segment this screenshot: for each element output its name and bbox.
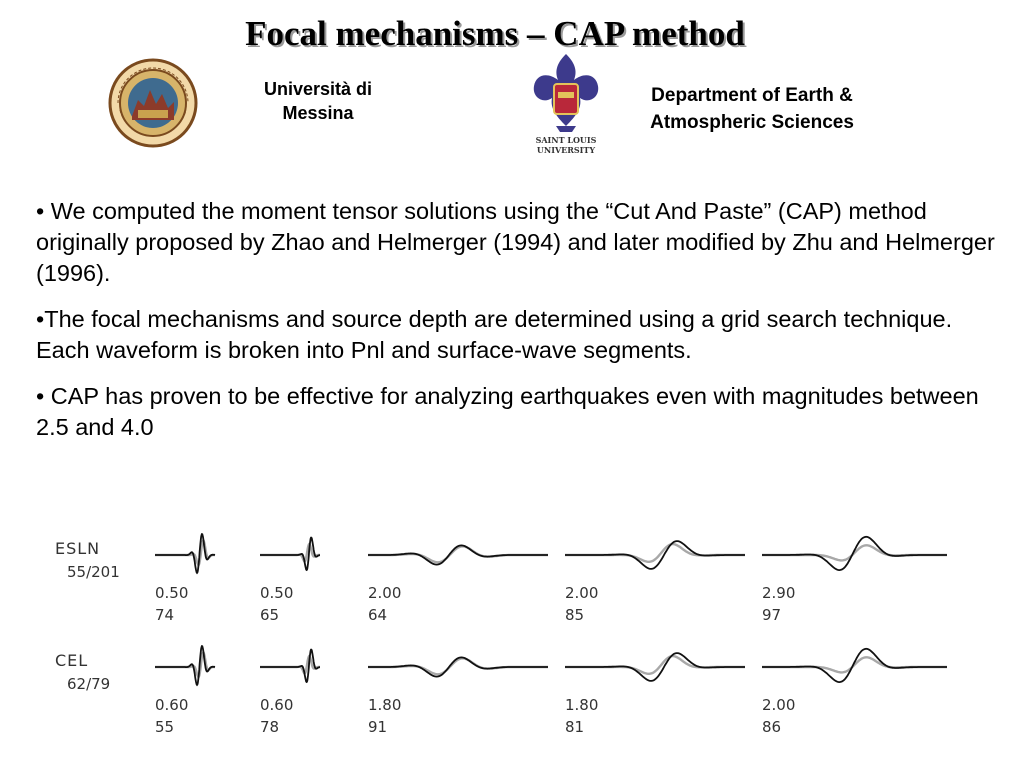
- time-shift-label: 0.50: [260, 584, 294, 602]
- station-azimuth-distance: 55/201: [67, 563, 120, 581]
- bullet-item: • We computed the moment tensor solutions using the “Cut And Paste” (CAP) method originally proposed by Zhao and Helmerger (1994) and later modified by Zhu and Helmerger (1996).: [36, 198, 995, 286]
- time-shift-label: 1.80: [368, 696, 402, 714]
- correlation-label: 78: [260, 718, 280, 736]
- synthetic-waveform: [260, 544, 320, 561]
- saint-louis-university-logo-icon: [528, 52, 604, 156]
- synthetic-waveform: [762, 545, 947, 560]
- bullet-list: [36, 196, 996, 458]
- synthetic-waveform: [260, 656, 320, 673]
- observed-waveform: [155, 534, 215, 573]
- time-shift-label: 2.00: [762, 696, 796, 714]
- time-shift-label: 1.80: [565, 696, 599, 714]
- synthetic-waveform: [565, 656, 745, 674]
- observed-waveform: [155, 646, 215, 685]
- time-shift-label: 0.60: [260, 696, 294, 714]
- bullet-item: •The focal mechanisms and source depth are determined using a grid search technique. Each waveform is broken into Pnl and surface-wave segments.: [36, 306, 953, 363]
- correlation-label: 64: [368, 606, 388, 624]
- slu-logo-text-line1: SAINT LOUIS: [535, 135, 597, 145]
- correlation-label: 55: [155, 718, 175, 736]
- time-shift-label: 0.50: [155, 584, 189, 602]
- university-seal-icon: [108, 58, 198, 148]
- correlation-label: 65: [260, 606, 280, 624]
- bullet-item: • CAP has proven to be effective for analyzing earthquakes even with magnitudes between 2.5 and 4.0: [36, 383, 979, 440]
- station-name: CEL: [55, 651, 89, 670]
- time-shift-label: 2.00: [565, 584, 599, 602]
- correlation-label: 74: [155, 606, 175, 624]
- correlation-label: 81: [565, 718, 585, 736]
- observed-waveform: [565, 541, 745, 569]
- time-shift-label: 0.60: [155, 696, 189, 714]
- institution-department: [612, 82, 892, 136]
- synthetic-waveform: [565, 544, 745, 562]
- station-azimuth-distance: 62/79: [67, 675, 111, 693]
- institution-department-line1: Department of Earth &: [651, 85, 853, 106]
- correlation-label: 91: [368, 718, 388, 736]
- correlation-label: 85: [565, 606, 585, 624]
- slide-title: Focal mechanisms – CAP method: [245, 14, 745, 53]
- synthetic-waveform: [762, 657, 947, 672]
- time-shift-label: 2.00: [368, 584, 402, 602]
- correlation-label: 86: [762, 718, 782, 736]
- observed-waveform: [565, 653, 745, 681]
- station-name: ESLN: [55, 539, 101, 558]
- time-shift-label: 2.90: [762, 584, 796, 602]
- institution-messina-line2: Messina: [282, 103, 354, 123]
- institution-messina-line1: Università di: [263, 79, 373, 99]
- institution-messina: [238, 77, 398, 125]
- institution-department-line2: Atmospheric Sciences: [650, 112, 854, 133]
- waveform-figure: [0, 505, 1024, 768]
- slu-logo-text-line2: UNIVERSITY: [536, 145, 596, 155]
- correlation-label: 97: [762, 606, 782, 624]
